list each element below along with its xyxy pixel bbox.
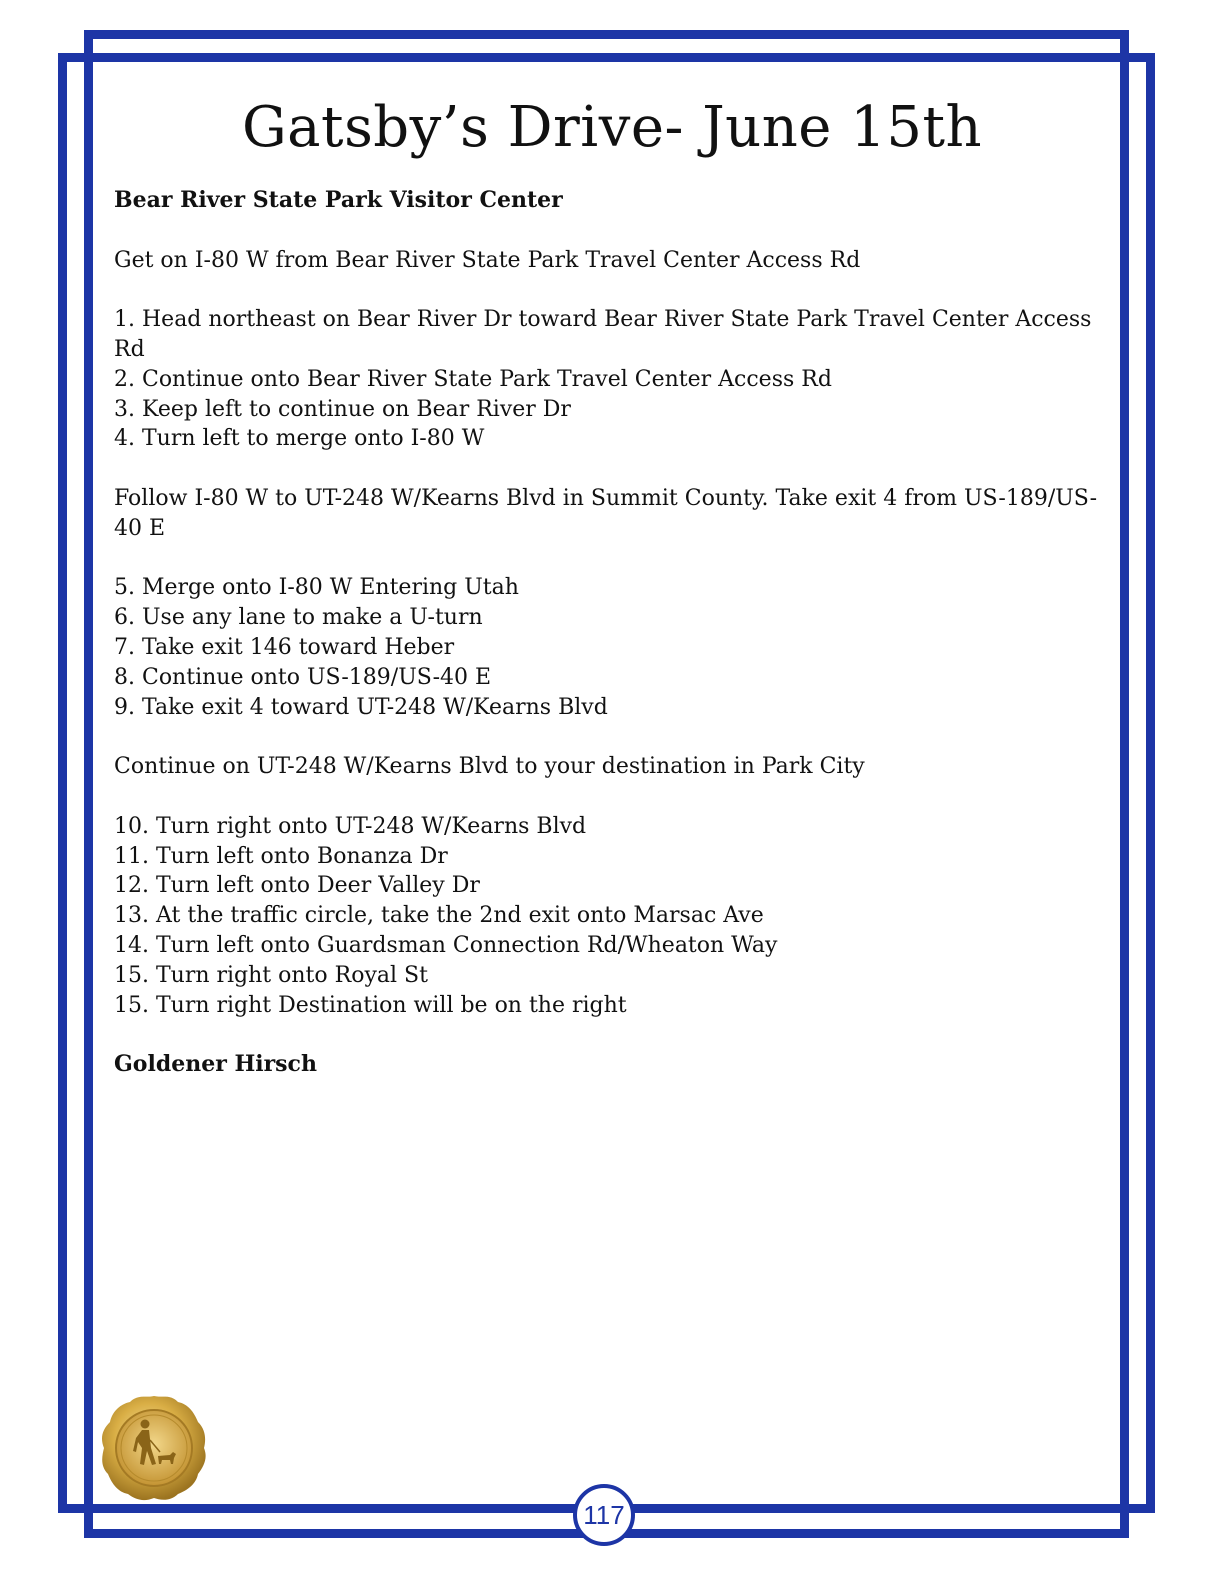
spacer	[114, 782, 1104, 812]
start-location: Bear River State Park Visitor Center	[114, 187, 563, 213]
direction-step: 10. Turn right onto UT-248 W/Kearns Blvd	[114, 813, 587, 839]
directions-content	[114, 186, 1104, 1080]
direction-step: 6. Use any lane to make a U-turn	[114, 605, 483, 631]
direction-step: 12. Turn left onto Deer Valley Dr	[114, 873, 480, 899]
spacer	[114, 275, 1104, 305]
spacer	[114, 1020, 1104, 1050]
wax-seal-icon	[98, 1392, 210, 1504]
direction-step: 13. At the traffic circle, take the 2nd exit onto Marsac Ave	[114, 903, 764, 929]
direction-step: 15. Turn right Destination will be on the right	[114, 992, 627, 1018]
direction-step: 9. Take exit 4 toward UT-248 W/Kearns Blvd	[114, 694, 608, 720]
direction-step: 8. Continue onto US-189/US-40 E	[114, 664, 492, 690]
destination: Goldener Hirsch	[114, 1051, 317, 1078]
spacer	[114, 454, 1104, 484]
spacer	[114, 544, 1104, 574]
page-number-badge: 117	[573, 1484, 635, 1546]
direction-step: 7. Take exit 146 toward Heber	[114, 634, 455, 660]
direction-step: 4. Turn left to merge onto I-80 W	[114, 426, 485, 452]
direction-step: 11. Turn left onto Bonanza Dr	[114, 843, 448, 869]
segment-summary: Follow I-80 W to UT-248 W/Kearns Blvd in Summit County. Take exit 4 from US-189/US-40 E	[114, 485, 1098, 541]
page-title: Gatsby’s Drive- June 15th	[241, 95, 983, 160]
direction-step: 1. Head northeast on Bear River Dr toward Bear River State Park Travel Center Access Rd	[114, 307, 1092, 362]
spacer	[114, 722, 1104, 752]
direction-step: 14. Turn left onto Guardsman Connection Rd/Wheaton Way	[114, 932, 778, 958]
direction-step: 15. Turn right onto Royal St	[114, 962, 428, 988]
segment-summary: Get on I-80 W from Bear River State Park Travel Center Access Rd	[114, 247, 861, 273]
direction-step: 5. Merge onto I-80 W Entering Utah	[114, 575, 519, 601]
direction-step: 3. Keep left to continue on Bear River Dr	[114, 396, 571, 422]
segment-summary: Continue on UT-248 W/Kearns Blvd to your destination in Park City	[114, 754, 865, 780]
direction-step: 2. Continue onto Bear River State Park Travel Center Access Rd	[114, 366, 832, 392]
spacer	[114, 216, 1104, 246]
